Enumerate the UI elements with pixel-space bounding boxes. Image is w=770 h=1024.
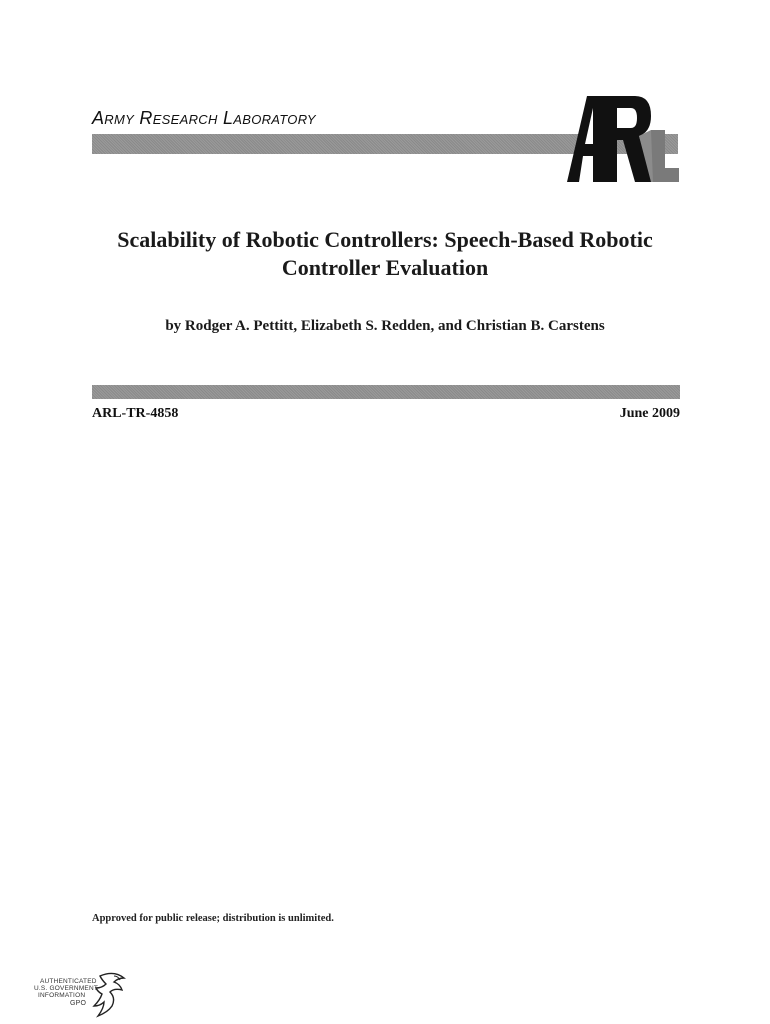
title-line-2: Controller Evaluation <box>281 255 489 280</box>
seal-line-3: INFORMATION <box>38 992 86 999</box>
report-number: ARL-TR-4858 <box>92 406 179 421</box>
divider-bar <box>92 385 680 399</box>
seal-line-4: GPO <box>70 1000 87 1007</box>
gpo-authentication-seal <box>34 972 134 1018</box>
seal-line-1: AUTHENTICATED <box>40 978 97 985</box>
title-line-1: Scalability of Robotic Controllers: Speech-Based Robotic <box>117 227 653 252</box>
arl-logo <box>565 94 681 184</box>
document-title <box>60 226 710 282</box>
report-date: June 2009 <box>619 406 680 421</box>
seal-line-2: U.S. GOVERNMENT <box>34 985 99 992</box>
distribution-statement: Approved for public release; distribution is unlimited. <box>92 913 334 924</box>
organization-name: Army Research Laboratory <box>92 108 316 128</box>
document-authors: by Rodger A. Pettitt, Elizabeth S. Redden, and Christian B. Carstens <box>165 318 605 334</box>
